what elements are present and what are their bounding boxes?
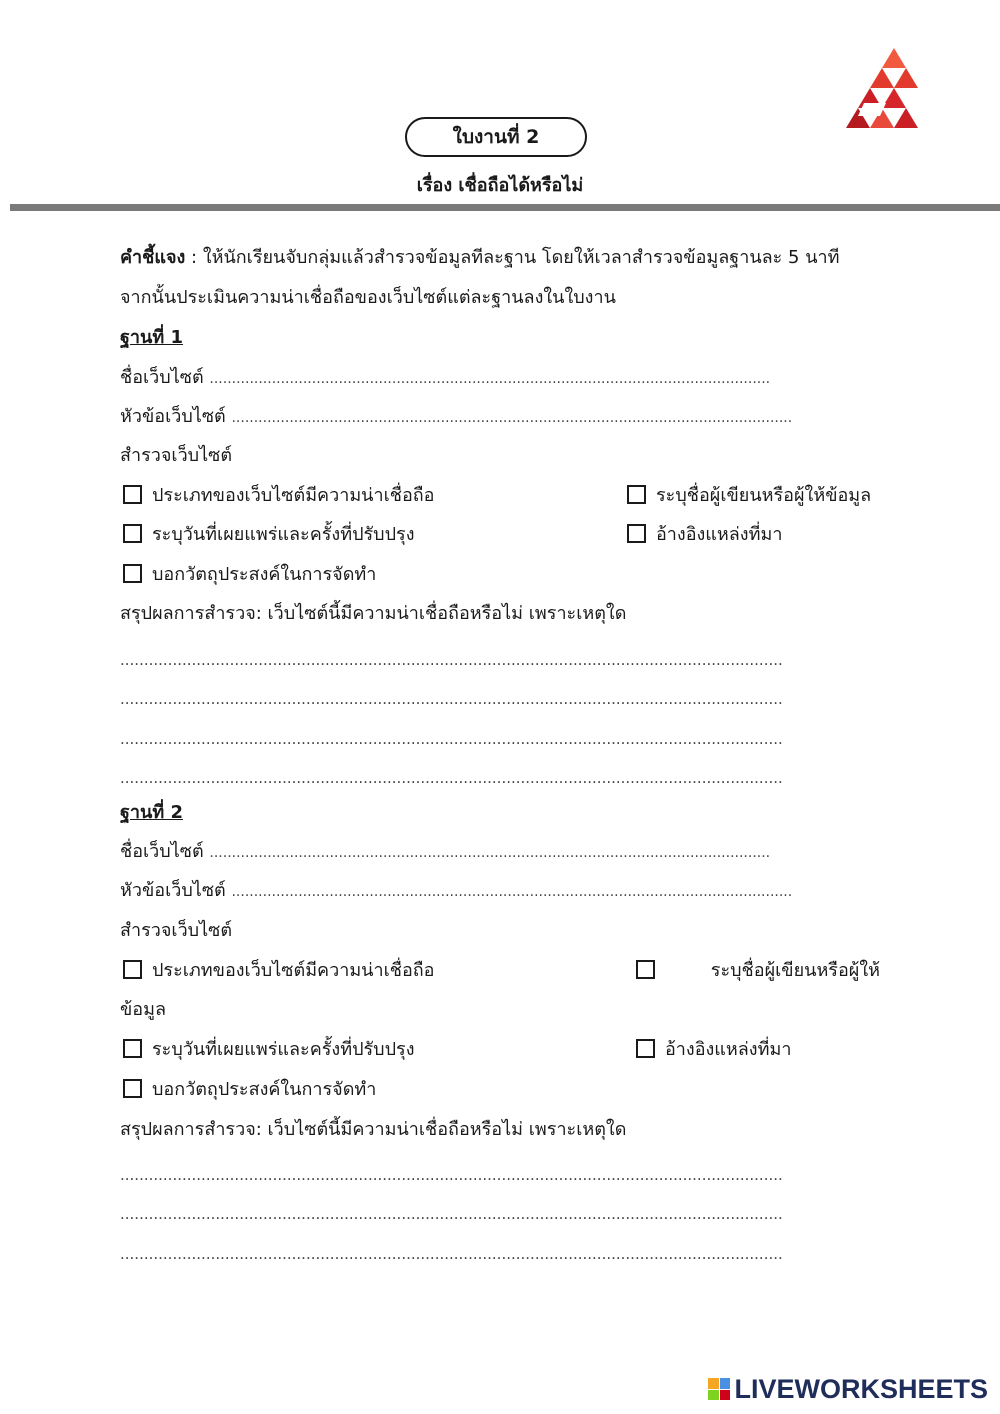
instructions-text-2: จากนั้นประเมินความน่าเชื่อถือของเว็บไซต์แต่ละฐานลงในใบงาน [120,287,616,308]
station-2-option-date[interactable]: ระบุวันที่เผยแพร่และครั้งที่ปรับปรุง [123,1030,415,1070]
school-logo-icon [840,48,920,128]
checkbox-icon[interactable] [123,1079,142,1098]
station-2-option-author[interactable]: ระบุชื่อผู้เขียนหรือผู้ให้ [636,951,880,991]
station-2-option-purpose[interactable]: บอกวัตถุประสงค์ในการจัดทำ [123,1070,376,1110]
station-2-summary-label: สรุปผลการสำรวจ: เว็บไซต์นี้มีความน่าเชื่อถือหรือไม่ เพราะเหตุใด [120,1119,627,1140]
station-1-survey-label: สำรวจเว็บไซต์ [120,445,233,466]
site-name-label: ชื่อเว็บไซต์ [120,367,204,388]
worksheet-subtitle: เรื่อง เชื่อถือได้หรือไม่ [416,175,584,196]
station-1-option-site-type[interactable]: ประเภทของเว็บไซต์มีความน่าเชื่อถือ [123,476,434,516]
checkbox-icon[interactable] [123,564,142,583]
worksheet-title: ใบงานที่ 2 [405,117,587,157]
site-topic-label: หัวข้อเว็บไซต์ [120,406,226,427]
header-divider [10,204,1000,211]
checkbox-icon[interactable] [123,524,142,543]
station-2-site-topic-row [120,871,880,911]
station-2-option-site-type[interactable]: ประเภทของเว็บไซต์มีความน่าเชื่อถือ [123,951,434,991]
checkbox-icon[interactable] [123,485,142,504]
station-2-site-name-row [120,832,880,872]
station-1-answer-line[interactable]: ........................................................................................................................................... [120,651,783,669]
brand-text: LIVEWORKSHEETS [734,1374,988,1404]
station-1-option-source[interactable]: อ้างอิงแหล่งที่มา [627,515,782,555]
site-name-answer-line[interactable]: .............................................................................................................................. [209,371,771,387]
instructions-line-1 [120,238,880,278]
site-topic-answer-line[interactable]: .............................................................................................................................. [231,884,793,900]
checkbox-icon[interactable] [123,960,142,979]
liveworksheets-logo-icon [708,1378,730,1400]
station-1-site-topic-row [120,397,880,437]
checkbox-icon[interactable] [627,524,646,543]
station-1-heading: ฐานที่ 1 [120,327,183,348]
instructions-label: คำชี้แจง [120,247,186,268]
station-2-answer-line[interactable]: ........................................................................................................................................... [120,1205,783,1223]
station-1-option-date[interactable]: ระบุวันที่เผยแพร่และครั้งที่ปรับปรุง [123,515,415,555]
checkbox-icon[interactable] [636,960,655,979]
checkbox-icon[interactable] [636,1039,655,1058]
station-1-option-author[interactable]: ระบุชื่อผู้เขียนหรือผู้ให้ข้อมูล [627,476,871,516]
station-1-site-name-row [120,358,880,398]
station-2-answer-line[interactable]: ........................................................................................................................................... [120,1166,783,1184]
checkbox-icon[interactable] [627,485,646,504]
site-name-label: ชื่อเว็บไซต์ [120,841,204,862]
station-1-answer-line[interactable]: ........................................................................................................................................... [120,690,783,708]
site-name-answer-line[interactable]: .............................................................................................................................. [209,845,771,861]
site-topic-answer-line[interactable]: .............................................................................................................................. [231,410,793,426]
station-1-answer-line[interactable]: ........................................................................................................................................... [120,730,783,748]
station-1-answer-line[interactable]: ........................................................................................................................................... [120,769,783,787]
liveworksheets-brand [708,1374,988,1404]
station-2-answer-line[interactable]: ........................................................................................................................................... [120,1245,783,1263]
site-topic-label: หัวข้อเว็บไซต์ [120,880,226,901]
checkbox-icon[interactable] [123,1039,142,1058]
station-2-option-author-wrap: ข้อมูล [120,999,167,1020]
station-1-summary-label: สรุปผลการสำรวจ: เว็บไซต์นี้มีความน่าเชื่อถือหรือไม่ เพราะเหตุใด [120,603,627,624]
station-2-option-source[interactable]: อ้างอิงแหล่งที่มา [636,1030,791,1070]
station-2-survey-label: สำรวจเว็บไซต์ [120,920,233,941]
station-2-heading: ฐานที่ 2 [120,802,183,823]
instructions-text-1: : ให้นักเรียนจับกลุ่มแล้วสำรวจข้อมูลทีละฐาน โดยให้เวลาสำรวจข้อมูลฐานละ 5 นาที [185,247,840,268]
station-1-option-purpose[interactable]: บอกวัตถุประสงค์ในการจัดทำ [123,555,376,595]
